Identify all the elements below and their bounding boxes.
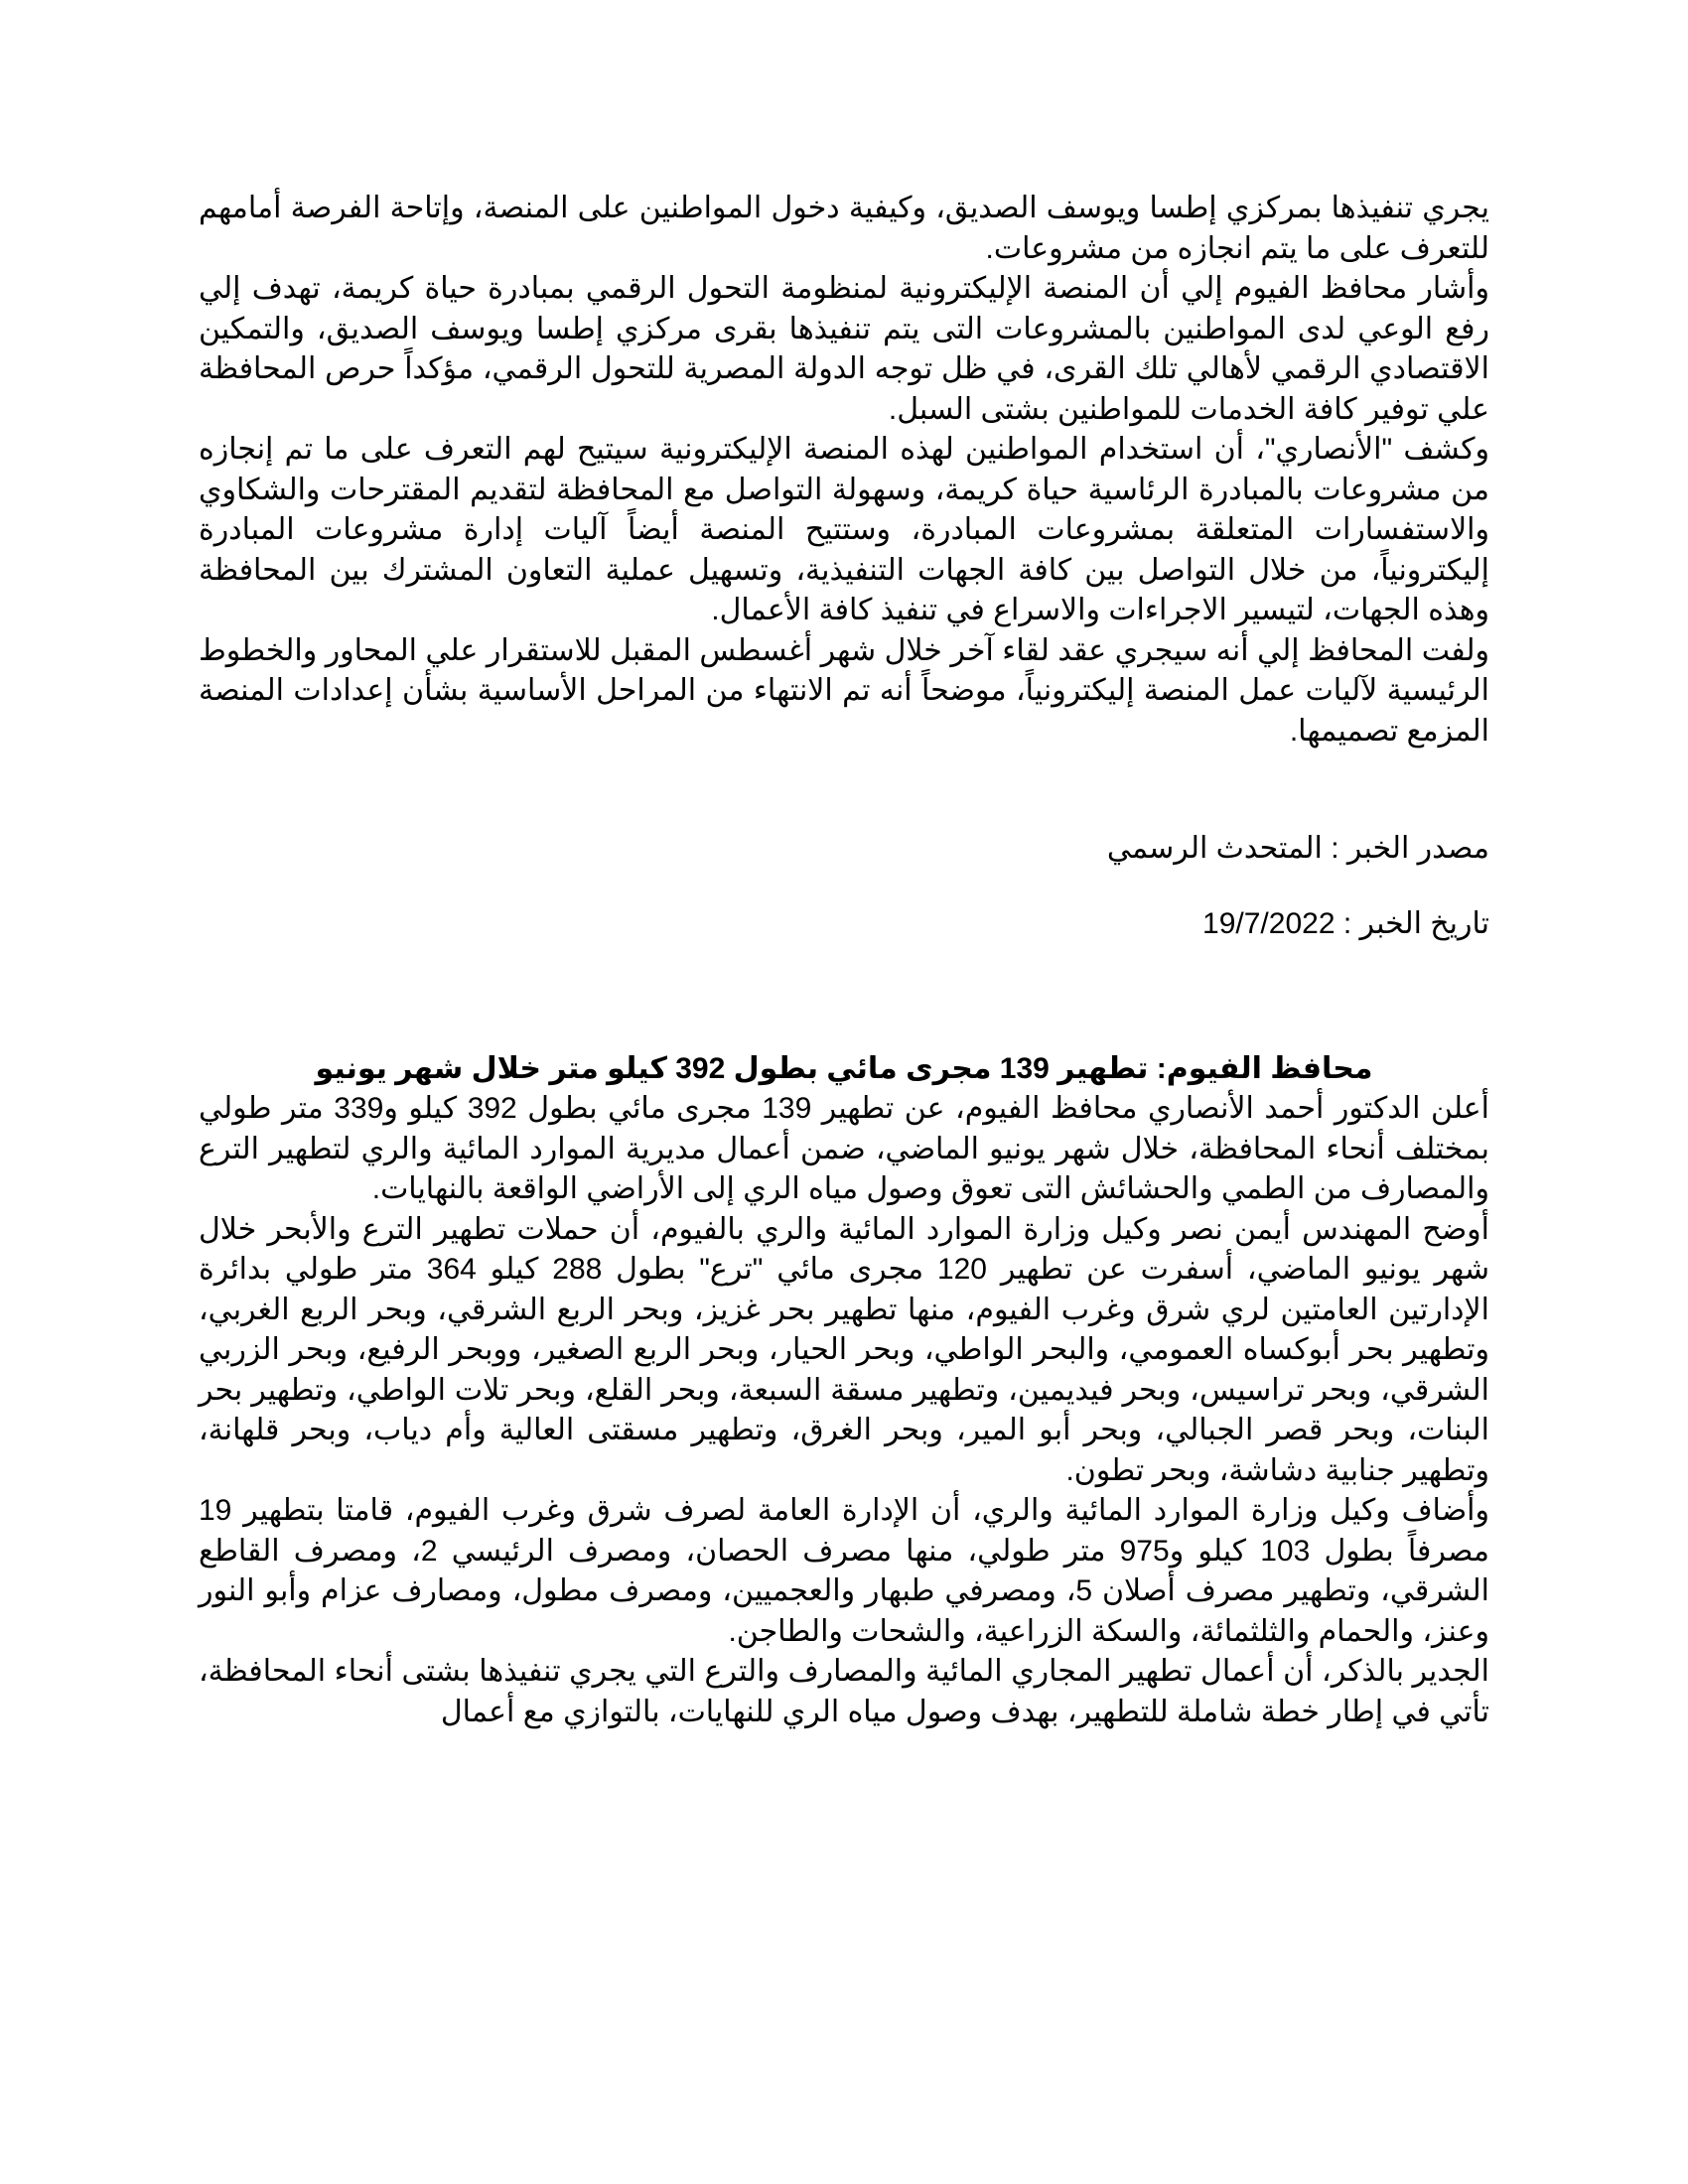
news-date-line: تاريخ الخبر : 19/7/2022: [1202, 907, 1489, 940]
article1-paragraph-2: وأشار محافظ الفيوم إلي أن المنصة الإليكترونية لمنظومة التحول الرقمي بمبادرة حياة كريمة، تهدف إلي رفع الوعي لدى المواطنين بالمشروعات التى يتم تنفيذها بقرى مركزي إطسا ويوسف الصديق، والتمكين الاقتصادي الرقمي لأهالي تلك القرى، في ظل توجه الدولة المصرية للتحول الرقمي، مؤكداً حرص المحافظة علي توفير كافة الخدمات للمواطنين بشتى السبل.: [199, 272, 1489, 426]
article1-paragraph-4: ولفت المحافظ إلي أنه سيجري عقد لقاء آخر خلال شهر أغسطس المقبل للاستقرار علي المحاور والخطوط الرئيسية لآليات عمل المنصة إليكترونياً، موضحاً أنه تم الانتهاء من المراحل الأساسية بشأن إعدادات المنصة المزمع تصميمها.: [199, 633, 1489, 748]
news-source-line: مصدر الخبر : المتحدث الرسمي: [1106, 832, 1489, 865]
article1-paragraph-3: وكشف "الأنصاري"، أن استخدام المواطنين لهذه المنصة الإليكترونية سيتيح لهم التعرف على ما تم إنجازه من مشروعات بالمبادرة الرئاسية حياة كريمة، وسهولة التواصل مع المحافظة لتقديم المقترحات والشكاوي والاستفسارات المتعلقة بمشروعات المبادرة، وستتيح المنصة أيضاً آليات إدارة مشروعات المبادرة إليكترونياً، من خلال التواصل بين كافة الجهات التنفيذية، وتسهيل عملية التعاون المشترك بين المحافظة وهذه الجهات، لتيسير الاجراءات والاسراع في تنفيذ كافة الأعمال.: [199, 433, 1489, 626]
article2-paragraph-1: أعلن الدكتور أحمد الأنصاري محافظ الفيوم، عن تطهير 139 مجرى مائي بطول 392 كيلو و339 متر طولي بمختلف أنحاء المحافظة، خلال شهر يونيو الماضي، ضمن أعمال مديرية الموارد المائية والري لتطهير الترع والمصارف من الطمي والحشائش التى تعوق وصول مياه الري إلى الأراضي الواقعة بالنهايات.: [199, 1092, 1489, 1205]
article2-paragraph-3: وأضاف وكيل وزارة الموارد المائية والري، أن الإدارة العامة لصرف شرق وغرب الفيوم، قامتا بتطهير 19 مصرفاً بطول 103 كيلو و975 متر طولي، منها مصرف الحصان، ومصرف الرئيسي 2، ومصرف القاطع الشرقي، وتطهير مصرف أصلان 5، ومصرفي طبهار والعجميين، ومصرف مطول، ومصارف عزام وأبو النور وعنز، والحمام والثلثمائة، والسكة الزراعية، والشحات والطاجن.: [199, 1494, 1489, 1648]
document-page: [199, 189, 1489, 1732]
article1-paragraph-1: يجري تنفيذها بمركزي إطسا ويوسف الصديق، وكيفية دخول المواطنين على المنصة، وإتاحة الفرصة أمامهم للتعرف على ما يتم انجازه من مشروعات.: [199, 192, 1489, 265]
article2-paragraph-4: الجدير بالذكر، أن أعمال تطهير المجاري المائية والمصارف والترع التي يجري تنفيذها بشتى أنحاء المحافظة، تأتي في إطار خطة شاملة للتطهير، بهدف وصول مياه الري للنهايات، بالتوازي مع أعمال: [199, 1655, 1489, 1728]
article2-paragraph-2: أوضح المهندس أيمن نصر وكيل وزارة الموارد المائية والري بالفيوم، أن حملات تطهير الترع والأبحر خلال شهر يونيو الماضي، أسفرت عن تطهير 120 مجرى مائي "ترع" بطول 288 كيلو 364 متر طولي بدائرة الإدارتين العامتين لري شرق وغرب الفيوم، منها تطهير بحر غزيز، وبحر الربع الشرقي، وبحر الربع الغربي، وتطهير بحر أبوكساه العمومي، والبحر الواطي، وبحر الحيار، وبحر الربع الصغير، ووبحر الرفيع، وبحر الزربي الشرقي، وبحر تراسيس، وبحر فيديمين، وتطهير مسقة السبعة، وبحر القلع، وبحر تلات الواطي، وتطهير بحر البنات، وبحر قصر الجبالي، وبحر أبو المير، وبحر الغرق، وتطهير مسقتى العالية وأم دياب، وبحر قلهانة، وتطهير جنابية دشاشة، وبحر تطون.: [199, 1212, 1489, 1487]
article2-headline: محافظ الفيوم: تطهير 139 مجرى مائي بطول 392 كيلو متر خلال شهر يونيو: [315, 1052, 1373, 1085]
